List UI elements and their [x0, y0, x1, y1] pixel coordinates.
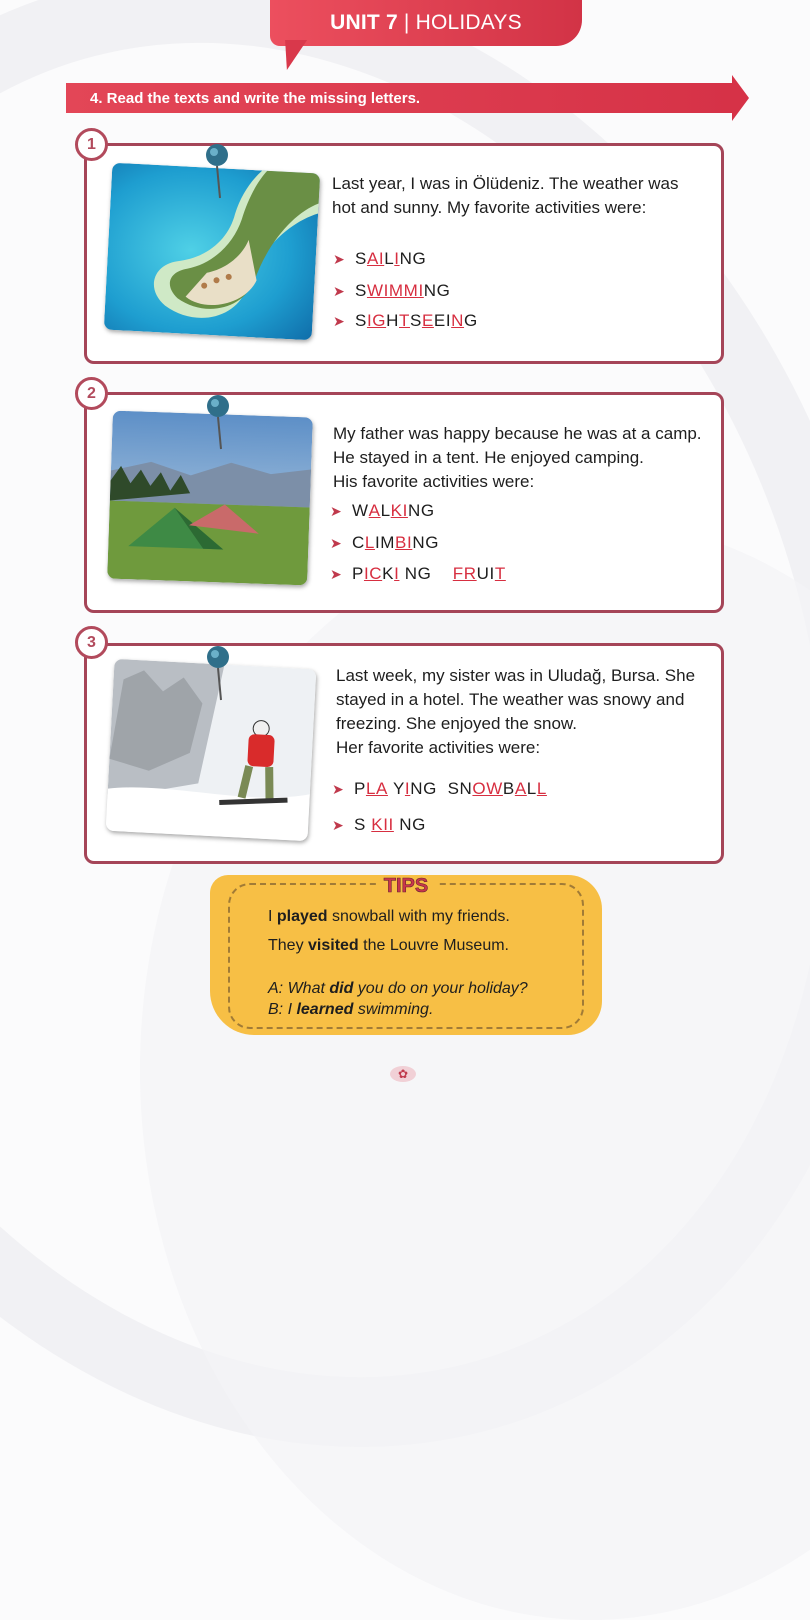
bullet-arrow-icon: ➤ — [333, 250, 346, 267]
letter: Y — [387, 779, 405, 798]
written-letters: IG — [366, 311, 387, 330]
written-letters: BI — [395, 533, 413, 552]
letter: NG SN — [410, 779, 473, 798]
written-letters: I — [394, 564, 400, 583]
written-letters: L — [536, 779, 547, 798]
letter: IM — [374, 533, 396, 552]
tip-line-4 — [268, 1001, 433, 1019]
activity-climbing[interactable] — [330, 533, 439, 553]
paragraph-1-line: hot and sunny. My favorite activities were: — [332, 198, 647, 217]
tip-keyword: learned — [296, 1001, 354, 1018]
written-letters: IC — [363, 564, 383, 583]
letter: K — [382, 564, 395, 583]
bullet-arrow-icon: ➤ — [332, 780, 345, 797]
tip-text: I — [268, 908, 277, 925]
paragraph-1-line: Last year, I was in Ölüdeniz. The weather was — [332, 174, 679, 193]
paragraph-1 — [332, 172, 678, 220]
pin-icon — [204, 644, 234, 702]
tip-text: swimming. — [353, 1001, 434, 1018]
instruction-arrow-icon — [732, 75, 749, 121]
paragraph-3-line: Last week, my sister was in Uludağ, Bursa. She — [336, 666, 696, 685]
tip-keyword: did — [329, 980, 354, 997]
letter: C — [352, 533, 365, 552]
letter: S — [355, 311, 367, 330]
bullet-arrow-icon: ➤ — [330, 502, 343, 519]
letter: S — [354, 815, 366, 834]
letter: H — [386, 311, 399, 330]
written-letters: FR — [452, 564, 477, 583]
letter: UI — [476, 564, 495, 583]
letter: G — [464, 311, 478, 330]
instruction-text: 4. Read the texts and write the missing letters. — [90, 90, 421, 107]
letter: W — [352, 501, 369, 520]
tip-line-3 — [268, 980, 528, 998]
letter: S — [409, 311, 422, 330]
bullet-arrow-icon: ➤ — [330, 565, 343, 582]
bullet-arrow-icon: ➤ — [330, 534, 343, 551]
letter: L — [384, 249, 395, 268]
tips-title — [376, 875, 436, 898]
written-letters: A — [368, 501, 381, 520]
bullet-arrow-icon: ➤ — [333, 282, 346, 299]
paragraph-3-line: Her favorite activities were: — [336, 738, 541, 757]
page-number-icon: ✿ — [390, 1066, 416, 1082]
tip-text: you do on your holiday? — [353, 980, 528, 997]
activity-playing-snowball[interactable] — [332, 779, 547, 799]
tip-keyword: played — [276, 908, 328, 925]
letter: NG — [399, 249, 427, 268]
written-letters: E — [421, 311, 434, 330]
spacer — [431, 564, 452, 584]
card-number-3: 3 — [75, 626, 108, 659]
unit-topic: HOLIDAYS — [415, 11, 522, 34]
written-letters: L — [364, 533, 375, 552]
written-letters: LA — [365, 779, 388, 798]
letter: EI — [433, 311, 452, 330]
paragraph-2-line: My father was happy because he was at a camp. — [333, 424, 702, 443]
written-letters: I — [418, 281, 424, 300]
written-letters: KII — [371, 815, 394, 834]
letter: S — [355, 249, 367, 268]
paragraph-2 — [333, 422, 702, 494]
unit-number: UNIT 7 — [330, 11, 398, 34]
tip-line-1 — [268, 908, 510, 926]
letter: B — [502, 779, 515, 798]
activity-skiing[interactable] — [332, 815, 426, 835]
paragraph-3 — [336, 664, 709, 760]
letter: L — [380, 501, 391, 520]
paragraph-2-line: His favorite activities were: — [333, 472, 535, 491]
letter: S — [355, 281, 367, 300]
pin-icon — [203, 142, 233, 200]
written-letters: OW — [472, 779, 503, 798]
activity-swimming[interactable] — [333, 281, 450, 301]
letter: NG — [399, 815, 426, 834]
letter: NG — [407, 501, 435, 520]
written-letters: KI — [390, 501, 408, 520]
letter: NG — [399, 564, 432, 583]
tip-text: snowball with my friends. — [327, 908, 510, 925]
tip-line-2 — [268, 937, 509, 955]
tip-keyword: visited — [308, 937, 359, 954]
tip-text: B: I — [268, 1001, 297, 1018]
tip-text: the Louvre Museum. — [358, 937, 509, 954]
bullet-arrow-icon: ➤ — [333, 312, 346, 329]
written-letters: T — [399, 311, 410, 330]
letter: P — [352, 564, 364, 583]
unit-separator: | — [403, 11, 410, 34]
paragraph-3-line: stayed in a hotel. The weather was snowy and — [336, 690, 685, 709]
letter: NG — [423, 281, 451, 300]
written-letters: N — [451, 311, 465, 330]
letter: NG — [412, 533, 440, 552]
unit-title — [270, 11, 582, 35]
card-number-1: 1 — [75, 128, 108, 161]
letter: P — [354, 779, 366, 798]
paragraph-3-line: freezing. She enjoyed the snow. — [336, 714, 577, 733]
pin-icon — [204, 393, 234, 451]
written-letters: T — [494, 564, 506, 583]
activity-walking[interactable] — [330, 501, 435, 521]
written-letters: I — [404, 779, 411, 798]
letter: L — [526, 779, 537, 798]
written-letters: I — [394, 249, 400, 268]
written-letters: A — [514, 779, 527, 798]
paragraph-2-line: He stayed in a tent. He enjoyed camping. — [333, 448, 644, 467]
written-letters: AI — [366, 249, 385, 268]
activity-picking-fruit[interactable] — [330, 564, 506, 584]
tip-text: They — [268, 937, 309, 954]
activity-sightseeing[interactable] — [333, 311, 478, 331]
tip-text: A: What — [268, 980, 330, 997]
activity-sailing[interactable] — [333, 249, 426, 269]
bullet-arrow-icon: ➤ — [332, 816, 345, 833]
card-number-2: 2 — [75, 377, 108, 410]
tips-title-text: TIPS — [383, 875, 429, 897]
written-letters: WIMM — [366, 281, 419, 300]
banner-tail — [281, 40, 307, 70]
